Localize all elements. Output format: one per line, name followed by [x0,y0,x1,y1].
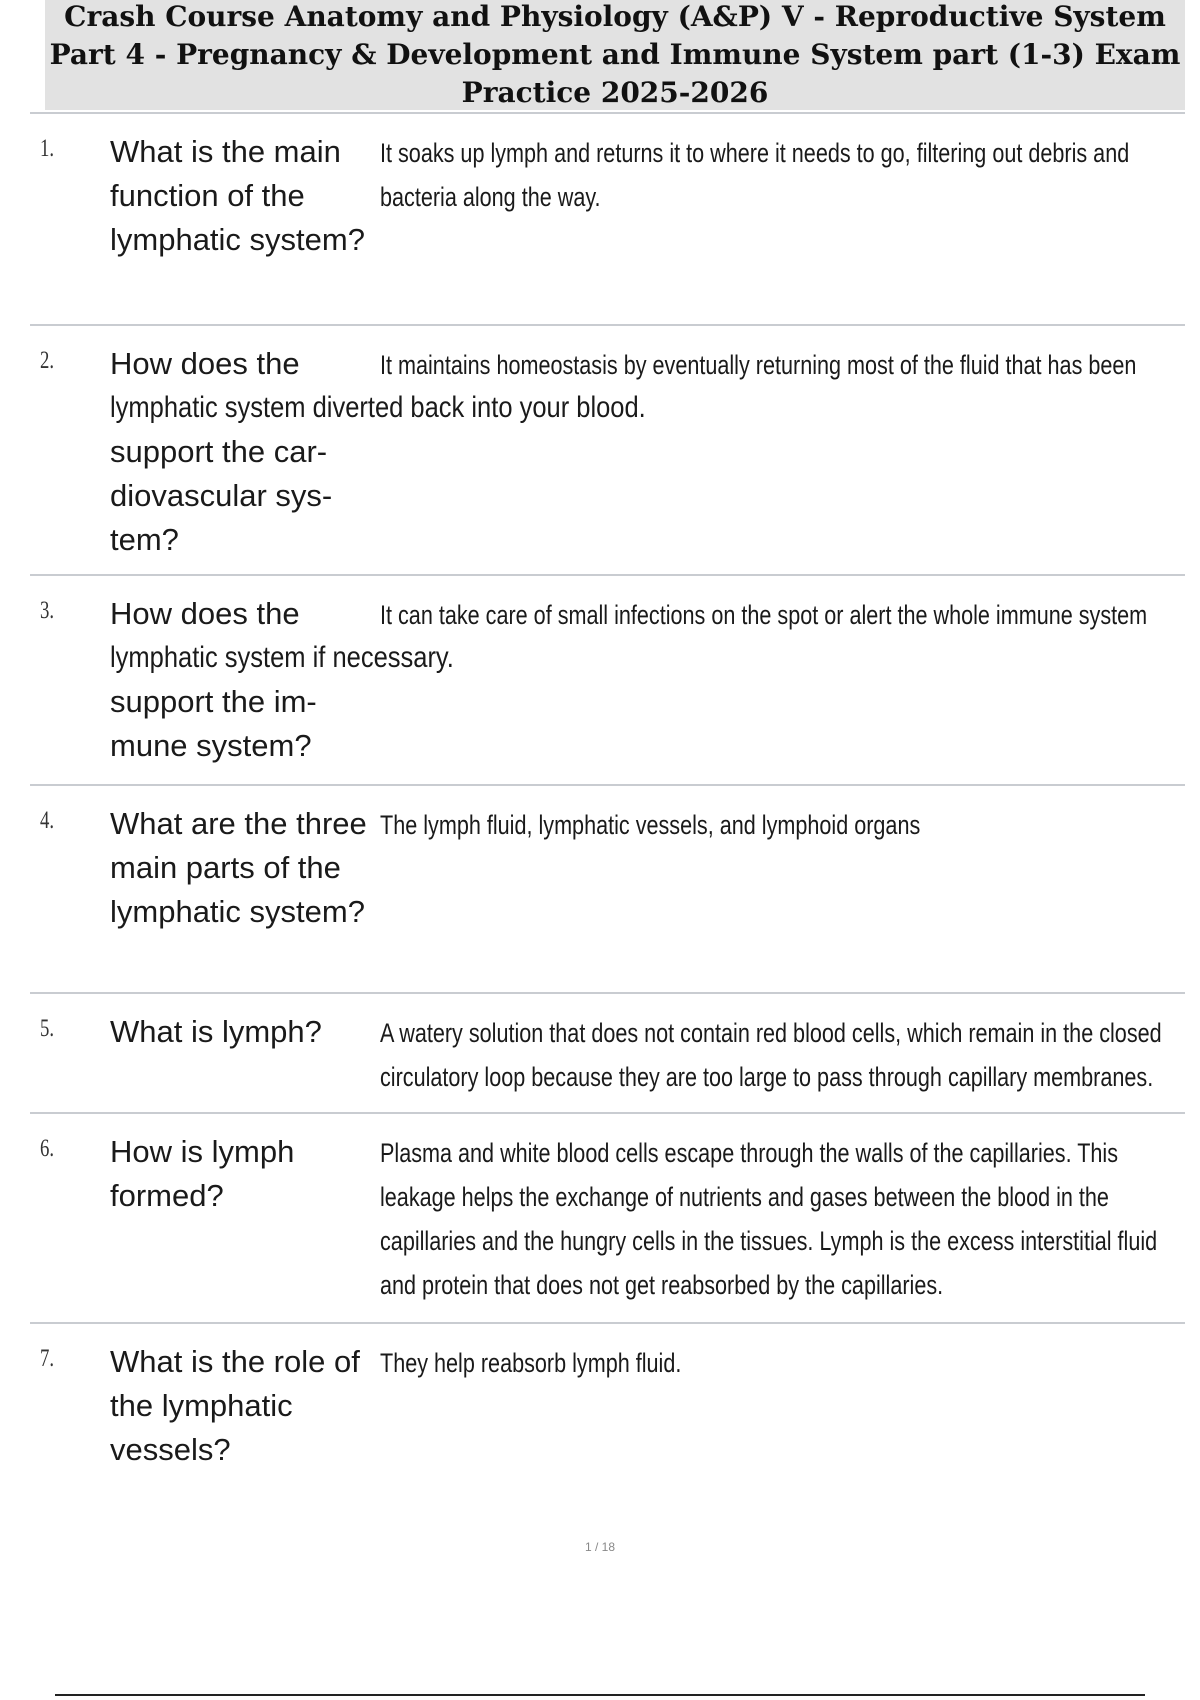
question-text: What are the three main parts of the lymphatic system? [110,806,367,929]
answer-cell [380,343,1180,387]
answer-cell [380,1341,1180,1385]
answer-cell [380,131,1180,219]
row-number: 3. [40,597,55,624]
answer-overflow-text: lymphatic system if necessary. [110,641,454,674]
table-row [30,574,1185,784]
answer-cell [380,1011,1180,1099]
footer-divider [55,1694,1145,1696]
row-number: 4. [40,807,55,834]
answer-text: It can take care of small infections on the spot or alert the whole immune system [380,600,1148,630]
answer-cell [380,803,1180,847]
qa-table [30,112,1185,1492]
table-row [30,992,1185,1112]
answer-cell [380,1131,1180,1307]
answer-text: The lymph fluid, lymphatic vessels, and lymphoid organs [380,810,921,840]
answer-text: It soaks up lymph and returns it to where it needs to go, filtering out debris and bacteria along the way. [380,138,1130,212]
row-number: 1. [40,135,55,162]
answer-overflow-text: lymphatic system diverted back into your blood. [110,391,646,424]
question-text: What is the role of the lymphatic vessels? [110,1344,360,1467]
table-row [30,324,1185,574]
page-indicator: 1 / 18 [584,1540,616,1554]
answer-text: A watery solution that does not contain red blood cells, which remain in the closed circulatory loop because they are too large to pass through capillary membranes. [380,1018,1162,1092]
row-number: 2. [40,347,55,374]
table-row [30,784,1185,992]
table-row [30,1112,1185,1322]
question-text: What is lymph? [110,1014,322,1049]
document-title: Crash Course Anatomy and Physiology (A&P) V - Reproductive System Part 4 - Pregnancy & Development and Immune System part (1-3) Exam Practice 2025-2026 [49,0,1181,109]
row-number: 7. [40,1345,55,1372]
answer-cell [380,593,1180,637]
answer-text: It maintains homeostasis by eventually returning most of the fluid that has been [380,350,1137,380]
row-number: 5. [40,1015,55,1042]
document-header [45,0,1185,110]
table-row [30,1322,1185,1492]
question-text: What is the main function of the lymphatic system? [110,134,365,257]
question-text: How does the support the im- mune system? [110,596,317,763]
question-text: How is lymph formed? [110,1134,295,1213]
answer-text: Plasma and white blood cells escape through the walls of the capillaries. This leakage helps the exchange of nutrients and gases between the blood in the capillaries and the hungry cells in the tissues. Lymph is the excess interstitial fluid and protein that does not get reabsorbed by the capillaries. [380,1138,1158,1300]
table-row [30,112,1185,324]
row-number: 6. [40,1135,55,1162]
question-text: How does the support the car- diovascular sys- tem? [110,346,333,557]
answer-text: They help reabsorb lymph fluid. [380,1348,682,1378]
